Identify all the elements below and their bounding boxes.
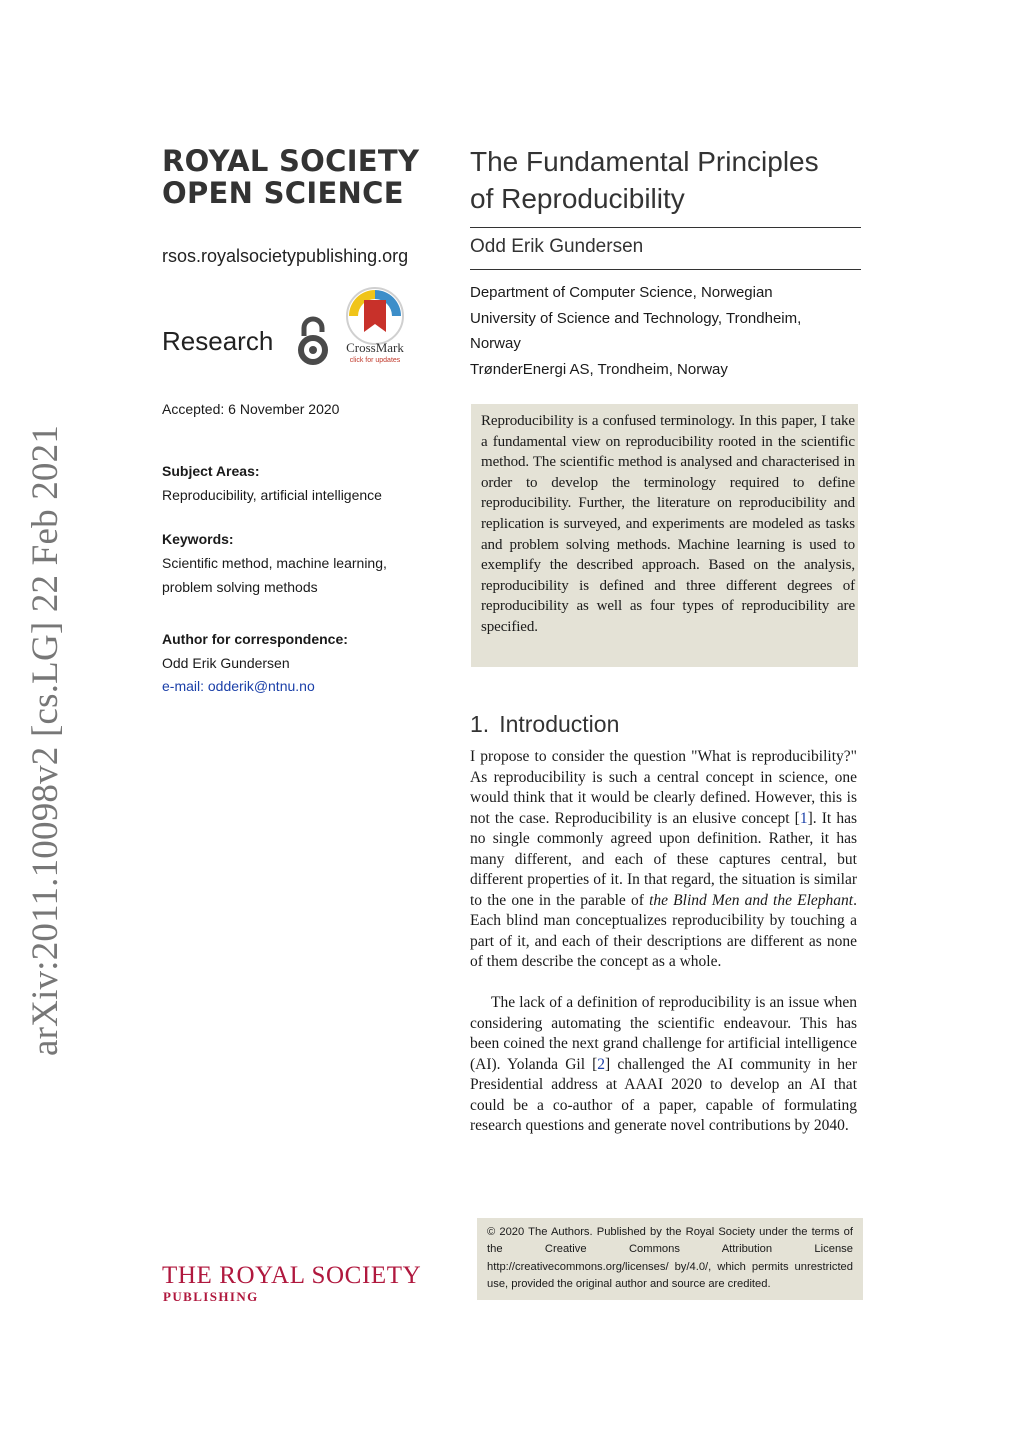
paper-title: [470, 143, 860, 217]
paper-title-line2: of Reproducibility: [470, 183, 685, 214]
correspondence-label: Author for correspondence:: [162, 631, 348, 647]
arxiv-stamp: arXiv:2011.10098v2 [cs.LG] 22 Feb 2021: [25, 424, 66, 1056]
keywords-label: Keywords:: [162, 531, 234, 547]
open-access-icon: [296, 314, 330, 366]
p1-text-b: ]. It has no single commonly agreed upon definition. Rather, it has many different, and each of these captures central, but different properties of it. In that regard, the situation is similar to the one in the parable of: [470, 809, 857, 909]
affiliations: [470, 280, 860, 383]
title-rule: [470, 227, 861, 228]
subject-areas-label: Subject Areas:: [162, 463, 260, 479]
author-name: Odd Erik Gundersen: [470, 236, 644, 257]
affiliation-line: Department of Computer Science, Norwegian: [470, 284, 773, 301]
crossmark-sub: click for updates: [349, 357, 401, 364]
p1-italic: the Blind Men and the Elephant: [649, 891, 854, 909]
paper-title-line1: The Fundamental Principles: [470, 146, 819, 177]
crossmark-label: CrossMark: [346, 340, 404, 355]
author-rule: [470, 269, 861, 270]
section-title: Introduction: [499, 711, 620, 737]
accepted-date: Accepted: 6 November 2020: [162, 401, 340, 417]
journal-title-line1: ROYAL SOCIETY: [162, 144, 420, 178]
abstract-text: Reproducibility is a confused terminology. In this paper, I take a fundamental view on reproducibility rooted in the scientific method. The scientific method is analysed and characterised in order to develop the terminology required to define reproducibility. Further, the literature on reproducibility and replication is surveyed, and experiments are modeled as tasks and problem solving methods. Machine learning is used to exemplify the described approach. Based on the analysis, reproducibility is defined and three different degrees of reproducibility as well as four types of reproducibility are specified.: [481, 413, 855, 635]
body-paragraph-2: [470, 993, 857, 1137]
affiliation-line: Norway: [470, 335, 521, 353]
affiliation-line: TrønderEnergi AS, Trondheim, Norway: [470, 361, 728, 379]
citation-link[interactable]: 1: [799, 809, 808, 827]
section-number: 1.: [470, 711, 490, 737]
p1-text-a: I propose to consider the question "What is reproducibility?" As reproducibility is such a central concept in science, one would think that it would be clearly defined. However, this is not the case. Reproducibility is an elusive concept [: [470, 748, 857, 827]
p2-text-b: ] challenged the AI community in her Presidential address at AAAI 2020 to develop an AI that could be a co-author of a paper, capable of formulating research questions and generate novel contributions by 2040.: [470, 1055, 857, 1134]
journal-title-line2: OPEN SCIENCE: [162, 176, 404, 210]
license-text: © 2020 The Authors. Published by the Royal Society under the terms of the Creative Commons Attribution License http://creativecommons.org/licenses/ by/4.0/, which permits unrestricted use, provided the original author and source are credited.: [487, 1226, 853, 1290]
keywords-line2: problem solving methods: [162, 579, 318, 595]
subject-areas-value: Reproducibility, artificial intelligence: [162, 487, 382, 503]
publisher-logo: THE ROYAL SOCIETY: [162, 1262, 422, 1289]
keywords-line1: Scientific method, machine learning,: [162, 555, 387, 571]
p2-text-a: The lack of a definition of reproducibility is an issue when considering automating the scientific endeavour. This has been coined the next grand challenge for artificial intelligence (AI). Yolanda Gil [: [470, 994, 857, 1073]
affiliation-line: University of Science and Technology, Trondheim,: [470, 309, 802, 327]
correspondence-name: Odd Erik Gundersen: [162, 655, 290, 671]
article-type: Research: [162, 326, 274, 356]
journal-title: [162, 145, 452, 209]
journal-url[interactable]: rsos.royalsocietypublishing.org: [162, 246, 409, 266]
p1-text-c: . Each blind man conceptualizes reproducibility by touching a part of it, and each of their descriptions are different as none of them describe the concept as a whole.: [470, 891, 857, 970]
publisher-logo-sub: PUBLISHING: [163, 1289, 259, 1304]
section-heading: [470, 711, 619, 738]
email-link[interactable]: e-mail: odderik@ntnu.no: [162, 678, 315, 694]
citation-link[interactable]: 2: [597, 1055, 606, 1073]
body-paragraph-1: [470, 747, 857, 973]
